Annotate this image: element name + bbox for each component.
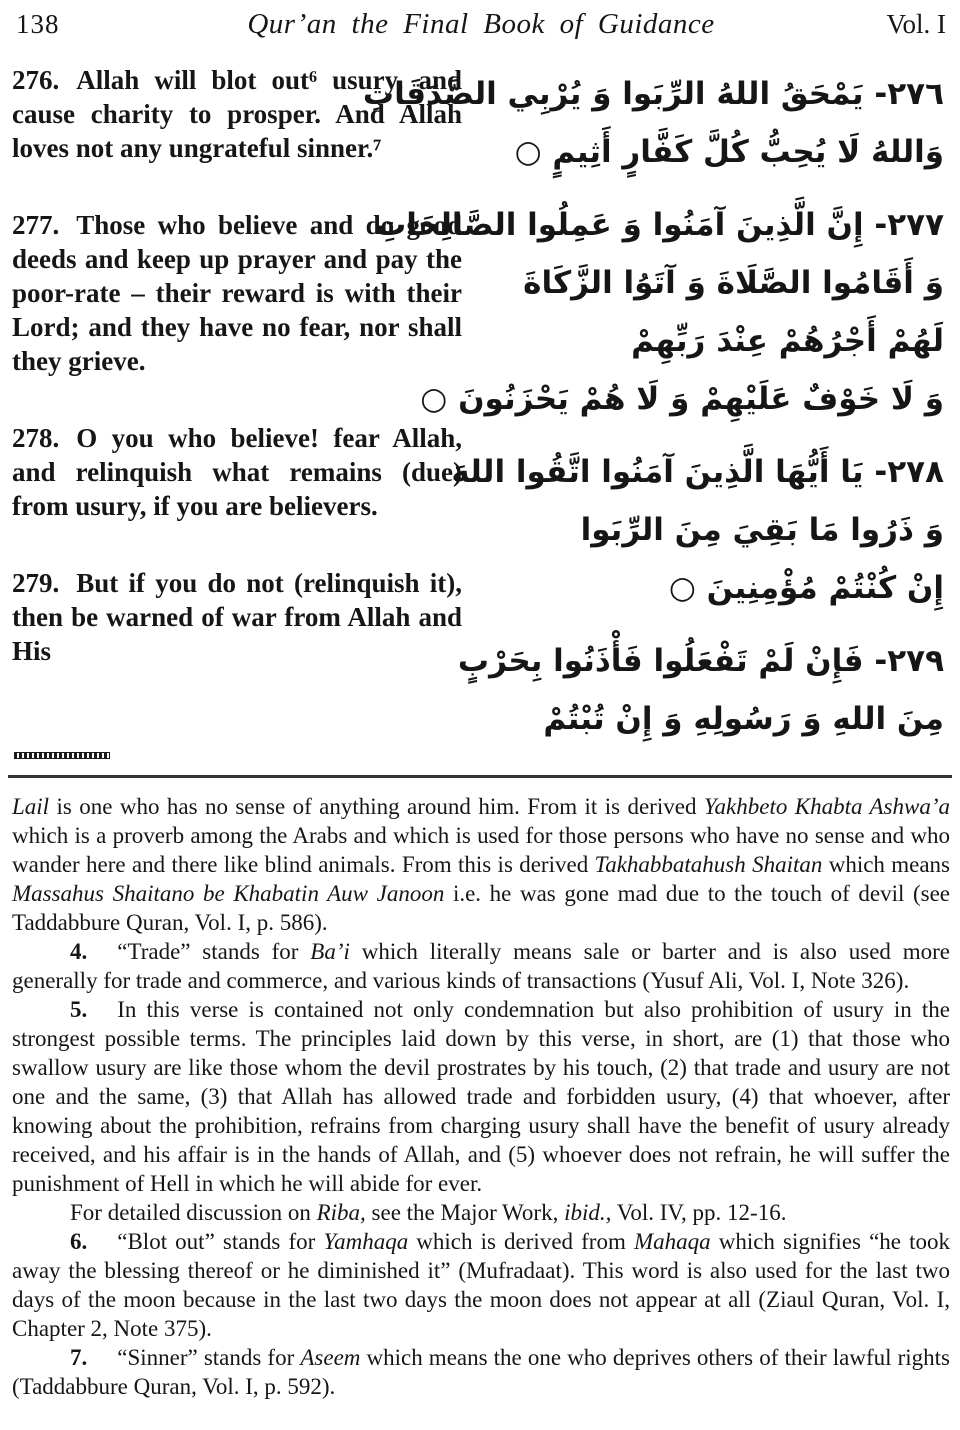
verse-number: 276. bbox=[12, 65, 60, 95]
footnote-paragraph bbox=[12, 995, 950, 1198]
footnote-text: Massahus Shaitano be Khabatin Auw Janoon bbox=[12, 881, 445, 906]
footnote-text: Ba’i bbox=[310, 939, 350, 964]
arabic-line: ٢٧٩- فَإِنْ لَمْ تَفْعَلُوا فَأْذَنُوا بِحَرْبٍ bbox=[457, 643, 944, 679]
footnote-paragraph bbox=[12, 1343, 950, 1401]
footnote-number: 4. bbox=[70, 939, 88, 964]
footnote-text: i.e. he was gone mad due to the touch of devil (see Taddabbure Quran, Vol. I, p. 586). bbox=[12, 881, 950, 935]
footnote-text: which means bbox=[822, 852, 951, 877]
page-header bbox=[0, 0, 960, 41]
footnotes-section bbox=[0, 790, 960, 1401]
arabic-line: إِنْ كُنْتُمْ مُؤْمِنِينَ ○ bbox=[668, 570, 944, 606]
footnote-number: 5. bbox=[70, 997, 88, 1022]
verse-278 bbox=[12, 421, 462, 523]
footnote-paragraph bbox=[12, 937, 950, 995]
arabic-column bbox=[362, 63, 948, 748]
verse-number: 277. bbox=[12, 210, 60, 240]
arabic-line: وَاللهُ لَا يُحِبُّ كُلَّ كَفَّارٍ أَثِيمٍ ○ bbox=[514, 134, 944, 170]
arabic-line: وَ لَا خَوْفٌ عَلَيْهِمْ وَ لَا هُمْ يَحْزَنُونَ ○ bbox=[420, 381, 944, 417]
footnote-text: ibid., bbox=[564, 1200, 612, 1225]
footnote-text: In this verse is contained not only condemnation but also prohibition of usury in the strongest possible terms. The principles laid down by this verse, in short, are (1) that those who swallow usury are like those whom the devil prostrates by his touch, (2) that trade and usury are not one and the same, (3) that Allah has allowed trade and forbidden usury, (4) that whoever, after knowing about the prohibition, refrains from charging usury shall have the benefit of usury already received, and his affair is in the hands of Allah, and (5) whoever does not refrain, he will suffer the punishment of Hell in which he will abide for ever. bbox=[12, 997, 950, 1196]
footnote-text: For detailed discussion on bbox=[70, 1200, 317, 1225]
arabic-line: ٢٧٧- إِنَّ الَّذِينَ آمَنُوا وَ عَمِلُوا الصَّالِحَاتِ bbox=[375, 207, 944, 243]
scripture-section bbox=[0, 41, 960, 748]
footnote-text: “Blot out” stands for bbox=[117, 1229, 324, 1254]
arabic-line: ٢٧٨- يَا أَيُّهَا الَّذِينَ آمَنُوا اتَّقُوا اللهَ bbox=[451, 454, 944, 490]
footnote-text: Yamhaqa bbox=[323, 1229, 409, 1254]
footnote-number: 7. bbox=[70, 1345, 88, 1370]
footnote-text: Vol. IV, pp. 12-16. bbox=[611, 1200, 787, 1225]
footnote-text: Mahaqa bbox=[633, 1229, 711, 1254]
arabic-verse-group bbox=[457, 632, 944, 748]
footnote-text: which literally means sale or barter and is also used more generally for trade and commerce, and various kinds of transactions (Yusuf Ali, Vol. I, Note 326). bbox=[12, 939, 950, 993]
verse-text: But if you do not (relinquish it), then be warned of war from Allah and His bbox=[12, 568, 462, 666]
arabic-line: ٢٧٦- يَمْحَقُ اللهُ الرِّبَوا وَ يُرْبِي الصَّدَقَاتِ bbox=[362, 76, 944, 112]
footnote-text: which means the one who deprives others of their lawful rights (Taddabbure Quran, Vol. I, p. 592). bbox=[12, 1345, 950, 1399]
footnote-paragraph bbox=[12, 1227, 950, 1343]
footnote-divider bbox=[8, 775, 952, 778]
footnote-text: “Trade” stands for bbox=[117, 939, 311, 964]
footnote-text: which signifies “he took away the blessing thereof or he diminished it” (Mufradaat). This word is also used for the last two days of the moon because in the last two days the moon does not appear at all (Ziaul Quran, Vol. I, Chapter 2, Note 375). bbox=[12, 1229, 950, 1341]
arabic-verse-group bbox=[375, 196, 944, 428]
footnote-text: Riba, bbox=[316, 1200, 366, 1225]
footnote-paragraph bbox=[12, 792, 950, 937]
arabic-line: لَهُمْ أَجْرُهُمْ عِنْدَ رَبِّهِمْ bbox=[631, 323, 944, 359]
verse-text: O you who believe! fear Allah, and relinquish what remains (due) from usury, if you are believers. bbox=[12, 423, 462, 521]
continuation-marker bbox=[14, 752, 110, 759]
verse-279 bbox=[12, 566, 462, 668]
footnote-text: Yakhbeto Khabta Ashwa’a bbox=[703, 794, 950, 819]
verse-text: Allah will blot out⁶ usury, and cause charity to prosper. And Allah loves not any ungrateful sinner.⁷ bbox=[12, 65, 462, 163]
verse-number: 279. bbox=[12, 568, 60, 598]
verse-text: Those who believe and do good deeds and keep up prayer and pay the poor-rate – their reward is with their Lord; and they have no fear, nor shall they grieve. bbox=[12, 210, 462, 376]
arabic-verse-group bbox=[451, 443, 944, 617]
translation-column bbox=[12, 63, 462, 748]
arabic-line: مِنَ اللهِ وَ رَسُولِهِ وَ إِنْ تُبْتُمْ bbox=[543, 701, 944, 737]
footnote-text: which is a proverb among the Arabs and which is used for those persons who have no sense and who wander here and there like blind animals. From this is derived bbox=[12, 823, 950, 877]
footnote-text: see the Major Work, bbox=[365, 1200, 565, 1225]
footnote-text: which is derived from bbox=[408, 1229, 634, 1254]
arabic-line: وَ أَقَامُوا الصَّلَاةَ وَ آتَوُا الزَّكَاةَ bbox=[523, 265, 944, 301]
arabic-verse-group bbox=[362, 65, 944, 181]
footnote-text: Lail bbox=[12, 794, 50, 819]
page-title: Qur’an the Final Book of Guidance bbox=[247, 8, 715, 40]
footnote-text: Takhabbatahush Shaitan bbox=[594, 852, 823, 877]
footnote-text: Aseem bbox=[300, 1345, 361, 1370]
arabic-line: وَ ذَرُوا مَا بَقِيَ مِنَ الرِّبَوا bbox=[580, 512, 944, 548]
footnote-number: 6. bbox=[70, 1229, 88, 1254]
footnote-text: is one who has no sense of anything around him. From it is derived bbox=[49, 794, 704, 819]
page-number: 138 bbox=[16, 9, 60, 39]
footnote-text: “Sinner” stands for bbox=[117, 1345, 301, 1370]
verse-number: 278. bbox=[12, 423, 60, 453]
volume-label: Vol. I bbox=[886, 9, 946, 39]
footnote-paragraph bbox=[12, 1198, 950, 1227]
